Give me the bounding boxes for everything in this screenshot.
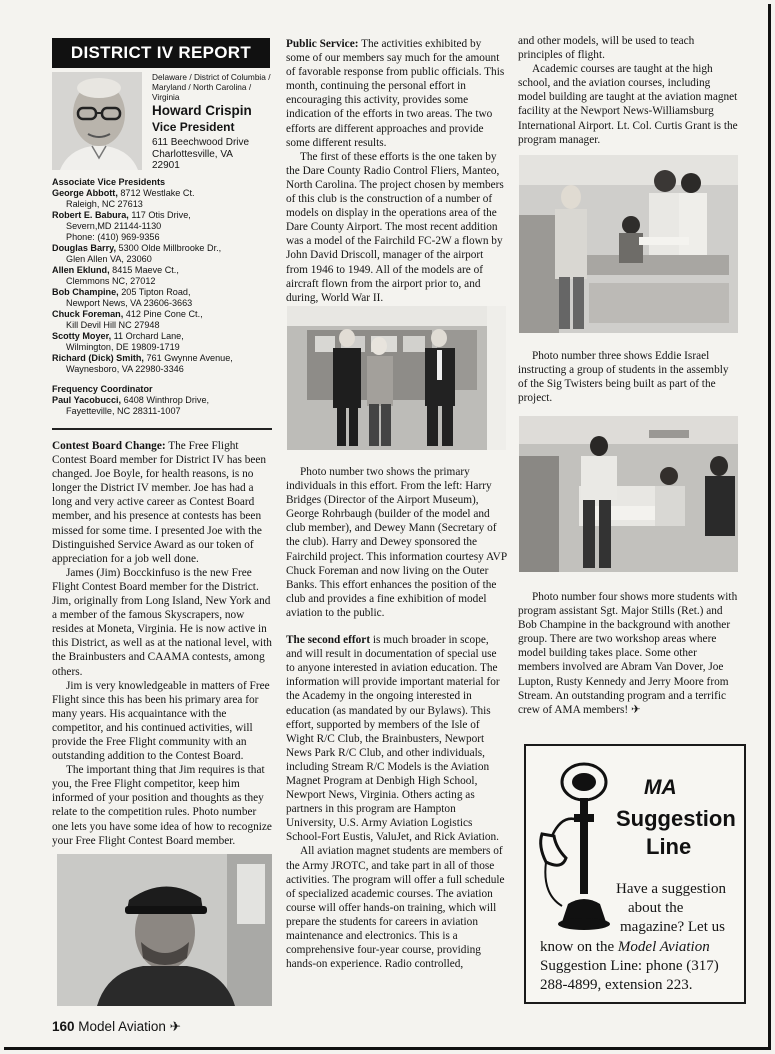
associate-vp-entry [52,210,274,221]
contest-board-paragraph [52,439,272,566]
associate-vp-address-line1: 205 Tipton Road, [118,287,191,297]
column-2-paragraph-5: All aviation magnet students are members of the Army JROTC, and take part in all of those activities. The program will offer a full schedule of specialized academic courses. The aviation course will offer hands-on training, which will prepare the students for careers in aviation maintenance and electronics. This is a comprehensive four-year course, providing hands-on experience. Radio controlled, [286,845,505,971]
column-3-paragraph-4-body: Photo number four shows more students with program assistant Sgt. Major Stills (Ret.) and Bob Champine in the background with another group. There are two workshop areas where model building takes place. Some other members involved are Abram Van Dover, Joe Lupton, Rusty Kennedy and Jerry Moore from Stream. An outstanding program and a terrific crew of AMA members! [518,591,738,716]
photo-3-image [519,155,738,333]
vp-address-line2: Charlottesville, VA [152,148,233,160]
associate-vp-address-line3: Phone: (410) 969-9356 [66,232,160,242]
magazine-name: Model Aviation [78,1019,166,1034]
column-2-text-bottom [286,465,507,971]
suggestion-title-line: Line [646,834,692,859]
suggestion-text-4-pre: know on the [540,939,618,955]
suggestion-line-box [524,744,746,1004]
vp-name: Howard Crispin [152,103,252,118]
photo-3-caption [518,349,740,405]
associate-vp-address-line2: Severn,MD 21144-1130 [66,221,162,231]
column-3-paragraph-4 [518,590,740,717]
suggestion-text-4-italic: Model Aviation [617,939,710,955]
vp-address-line3: 22901 [152,160,180,171]
associate-vp-name: Robert E. Babura, [52,210,129,220]
vp-address [152,137,272,172]
photo-1 [57,854,272,1006]
associate-vp-entry [52,265,274,276]
associate-vp-entry [52,309,274,320]
suggestion-text-3: magazine? Let us [620,919,725,935]
column-2-paragraph-3: Photo number two shows the primary individuals in this effort. From the left: Harry Bridges (Director of the Airport Museum), George Rohrbaugh (builder of the model and club member), and Dewey Mann (Secretary of the club). Harry and Dewey sponsored the Fairchild project. This information courtesy AVP Chuck Foreman and now living on the Outer Banks. This effort enhances the position of the club and provides a fine exhibition of model aviation to the public. [286,466,507,619]
footer-plane-icon: ✈ [169,1019,181,1034]
suggestion-text-5: Suggestion Line: phone (317) [540,958,719,974]
vp-title: Vice President [152,120,235,134]
public-service-lead: Public Service: [286,38,359,50]
associate-vp-name: Allen Eklund, [52,265,110,275]
frequency-coordinator-name: Paul Yacobucci, [52,395,122,405]
associate-vp-name: Bob Champine, [52,287,119,297]
photo-1-image [57,854,272,1006]
end-mark-plane-icon: ✈ [630,703,641,716]
photo-2 [287,306,506,450]
frequency-coordinator-header: Frequency Coordinator [52,384,153,394]
photo-4 [519,416,738,572]
contest-board-lead: Contest Board Change: [52,440,166,452]
column-3-text-top [518,34,740,147]
column-1-paragraph-4: The important thing that Jim requires is that you, the Free Flight competitor, keep him informed of your position and thoughts as they relate to the competition rules. Photo number one lets you have some idea of how to recognize your Free Flight Contest Board member. [52,764,272,847]
associate-vp-name: Scotty Moyer, [52,331,112,341]
associate-vp-address-line1: 117 Otis Drive, [128,210,191,220]
associate-vp-address-line2: Glen Allen VA, 23060 [66,254,152,264]
suggestion-title-suggestion: Suggestion [616,806,736,831]
photo-4-image [519,416,738,572]
associate-vp-address-line2: Newport News, VA 23606-3663 [66,298,193,308]
associate-vp-address-line1: 11 Orchard Lane, [111,331,184,341]
contest-board-body: The Free Flight Contest Board member for District IV has been changed. Joe Boyle, for health reasons, is no longer the District IV member. Joe has had a long and very active career as Contest Board member, and his presence at contests has been missed for some time. I presented Joe with the Distinguished Service Award as our token of appreciation for a job well done. [52,440,267,565]
associate-vp-address-line2: Wilmington, DE 19809-1719 [66,342,180,352]
associate-vp-address-line1: 412 Pine Cone Ct., [123,309,203,319]
photo-2-image [287,306,506,450]
suggestion-text-4 [540,938,740,957]
suggestion-text-2: about the [628,900,684,916]
frequency-coordinator-line2: Fayetteville, NC 28311-1007 [66,406,181,416]
associate-vp-address-line1: 5300 Olde Millbrooke Dr., [116,243,222,253]
associate-vp-address-line2: Waynesboro, VA 22980-3346 [66,364,184,374]
frequency-coordinator-line1: 6408 Winthrop Drive, [121,395,210,405]
associate-vp-entry [52,353,274,364]
suggestion-text-6: 288-4899, extension 223. [540,977,693,993]
report-banner: DISTRICT IV REPORT [52,38,270,68]
column-3-paragraph-3: Photo number three shows Eddie Israel instructing a group of students in the assembly of the Sig Twisters being built as part of the project. [518,350,729,405]
associate-vp-name: Richard (Dick) Smith, [52,353,144,363]
associate-vps [52,177,274,417]
column-divider-rule [52,428,272,430]
column-3-paragraph-1: and other models, will be used to teach principles of flight. [518,35,695,62]
page-number: 160 [52,1019,75,1034]
associate-vp-entry [52,287,274,298]
suggestion-text-right [616,880,742,937]
vp-states: Delaware / District of Columbia / Maryland / North Carolina / Virginia [152,72,271,102]
second-effort-body: is much broader in scope, and will result in documentation of special use to anyone interested in aviation education. The information will provide important material for the Academy in the ongoing interested in education (as mandated by our Bylaws). This effort, supported by members of the Isle of Wight R/C Club, the Brainbusters, Newport News Park R/C Club, and other individuals, including Stream R/C Models is the Aviation Magnet Program at Denbigh High School, Newport News, Virginia. Others acting as partners in this program are Hampton University, U.S. Army Aviation Logistics School-Fort Eustis, ValuJet, and Rick Aviation. [286,634,500,844]
associate-vp-address-line1: 8712 Westlake Ct. [117,188,195,198]
vp-address-line1: 611 Beechwood Drive [152,137,250,148]
column-1-text [52,439,272,848]
associate-vp-address-line1: 8415 Maeve Ct., [109,265,179,275]
frequency-coordinator-entry [52,395,274,406]
associate-vps-header: Associate Vice Presidents [52,177,166,187]
associate-vp-name: George Abbott, [52,188,118,198]
second-effort-paragraph [286,633,507,844]
page-footer [52,1019,181,1035]
associate-vp-name: Chuck Foreman, [52,309,124,319]
column-2-text-top [286,37,507,305]
associate-vp-name: Douglas Barry, [52,243,117,253]
associate-vp-entry [52,243,274,254]
associate-vp-entry [52,188,274,199]
suggestion-text-1: Have a suggestion [616,881,726,897]
frequency-coordinator [52,384,274,417]
column-1-paragraph-2: James (Jim) Bocckinfuso is the new Free Flight Contest Board member for the District. Jim, originally from Long Island, New York and a member of the famous Skyscrapers, now resides at Moneta, Virginia. He is now active in this District, as well as at the national level, with the Brainbusters and CAAMA contests, among others. [52,566,272,678]
associate-vp-address-line2: Clemmons NC, 27012 [66,276,156,286]
suggestion-title-ma: MA [644,776,677,799]
vp-portrait-image [52,72,142,170]
associate-vp-entry [52,331,274,342]
column-2-paragraph-2: The first of these efforts is the one taken by the Dare County Radio Control Fliers, Manteo, North Carolina. The project chosen by members of this club is the construction of a number of models on display in the operations area of the Dare County Airport. The most recent addition was a model of the Fairchild FC-2W a flown by John David Driscoll, manager of the airport from 1946 to 1949. All of the models are of aircraft flown from the airport prior to, and during, World War II. [286,150,504,304]
public-service-paragraph [286,37,507,150]
public-service-body: The activities exhibited by some of our members say much for the amount of favorable response from public officials. This month, continuing the personal effort in encouraging this activity, provides some indication of the efforts in two areas. The two efforts are different approaches and provide some different results. [286,38,505,149]
associate-vp-address-line2: Raleigh, NC 27613 [66,199,143,209]
associate-vp-address-line1: 761 Gwynne Avenue, [143,353,233,363]
associate-vp-address-line2: Kill Devil Hill NC 27948 [66,320,160,330]
associate-vps-list [52,188,274,375]
second-effort-lead: The second effort [286,634,371,647]
column-3-text-bottom [518,590,740,717]
vp-portrait [52,72,142,170]
suggestion-text-bottom [540,938,740,995]
column-1-paragraph-3: Jim is very knowledgeable in matters of Free Flight since this has been his primary area for many years. His acquaintance with the competitor, and his continued activities, will provide the Free Flight community with an outstanding addition to the Contest Board. [52,679,270,763]
column-3-paragraph-2: Academic courses are taught at the high school, and the aviation courses, including model building are taught at the aviation magnet facility at the Newport News-Williamsburg International Airport. Lt. Col. Curtis Grant is the program manager. [518,63,738,146]
photo-3 [519,155,738,333]
